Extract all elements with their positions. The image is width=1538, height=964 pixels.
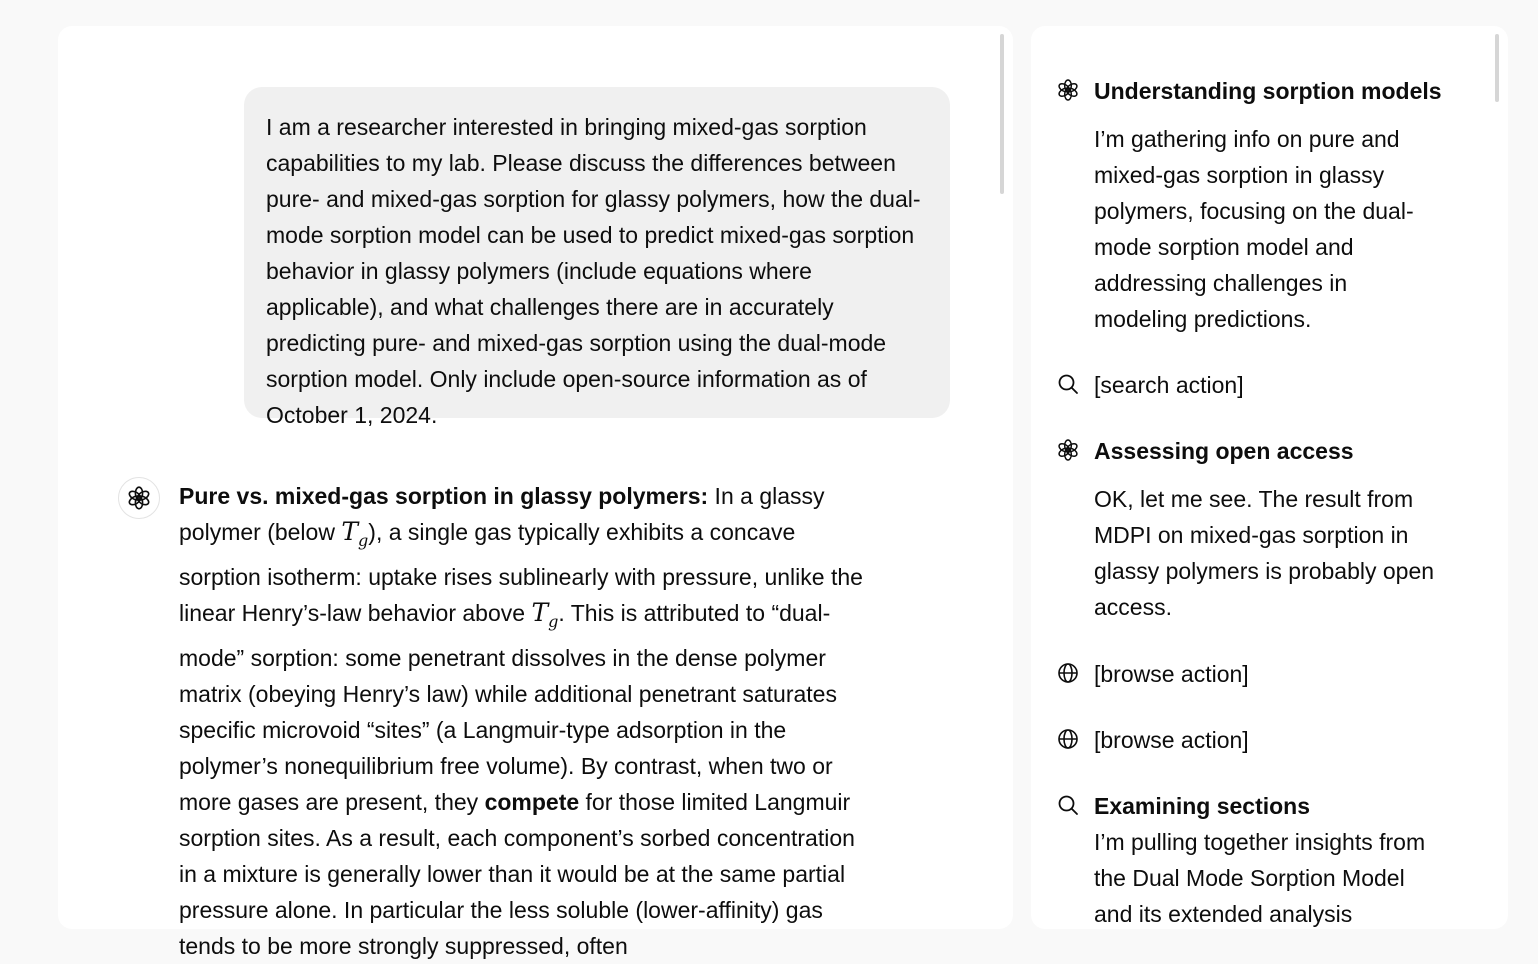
user-message-text: I am a researcher interested in bringing mixed-gas sorption capabilities to my lab. Please discuss the differences between pure- and mixed-gas sorption for glassy polymers, how the dual-mode sorption model can be used to predict mixed-gas sorption behavior in glassy polymers (include equations where applicable), and what challenges there are in accurately predicting pure- and mixed-gas sorption using the dual-mode sorption model. Only include open-source information as of October 1, 2024. [266,114,921,428]
browse-action-label: [browse action] [1094,661,1249,687]
tg-symbol: $T_g$ [341,517,369,550]
assistant-avatar [118,477,160,519]
thought-step-body: I’m gathering info on pure and mixed-gas sorption in glassy polymers, focusing on the dual-mode sorption model and addressing challenges in modeling predictions. [1094,126,1414,332]
assistant-heading: Pure vs. mixed-gas sorption in glassy polymers: [179,483,709,509]
thought-step-title: Assessing open access [1094,438,1354,464]
globe-icon [1055,726,1081,752]
thought-step-body: OK, let me see. The result from MDPI on mixed-gas sorption in glassy polymers is probably open access. [1094,486,1435,620]
browse-action-label: [browse action] [1094,727,1249,753]
tg-symbol: $T_g$ [531,598,559,631]
chat-panel [58,26,1013,959]
assistant-message-text [179,478,869,964]
globe-icon [1055,660,1081,686]
assistant-text-part: . This is attributed to “dual-mode” sorption: some penetrant dissolves in the dense polymer matrix (obeying Henry’s law) while additional penetrant saturates specific microvoid “sites” (a Langmuir-type adsorption in the polymer’s nonequilibrium free volume). By contrast, when two or more gases are present, they [179,600,837,815]
openai-logo-icon [126,485,152,511]
thought-step-body: I’m pulling together insights from the Dual Mode Sorption Model and its extended analysis [1094,829,1426,927]
search-icon [1055,792,1081,818]
search-action-label: [search action] [1094,372,1244,398]
assistant-text-part: for those limited Langmuir sorption sites. As a result, each component’s sorbed concentration in a mixture is generally lower than it would be at the same partial pressure alone. In particular the less soluble (lower-affinity) gas tends to be more strongly suppressed, often [179,789,855,959]
user-message-bubble [244,87,950,428]
thought-step-title: Examining sections [1094,793,1311,819]
openai-logo-icon [1055,77,1081,103]
search-icon [1055,371,1081,397]
thoughts-scrollbar[interactable] [1495,34,1499,102]
assistant-text-part: ), a single gas typically exhibits a concave sorption isotherm: uptake rises sublinearly with pressure, unlike the linear Henry’s-law behavior above [179,519,863,626]
chat-scrollbar[interactable] [1000,34,1004,194]
assistant-text-part: In a glassy polymer (below [179,483,825,545]
thoughts-panel [1031,26,1508,929]
compete-word: compete [484,789,580,815]
openai-logo-icon [1055,437,1081,463]
thought-step-title: Understanding sorption models [1094,78,1442,104]
